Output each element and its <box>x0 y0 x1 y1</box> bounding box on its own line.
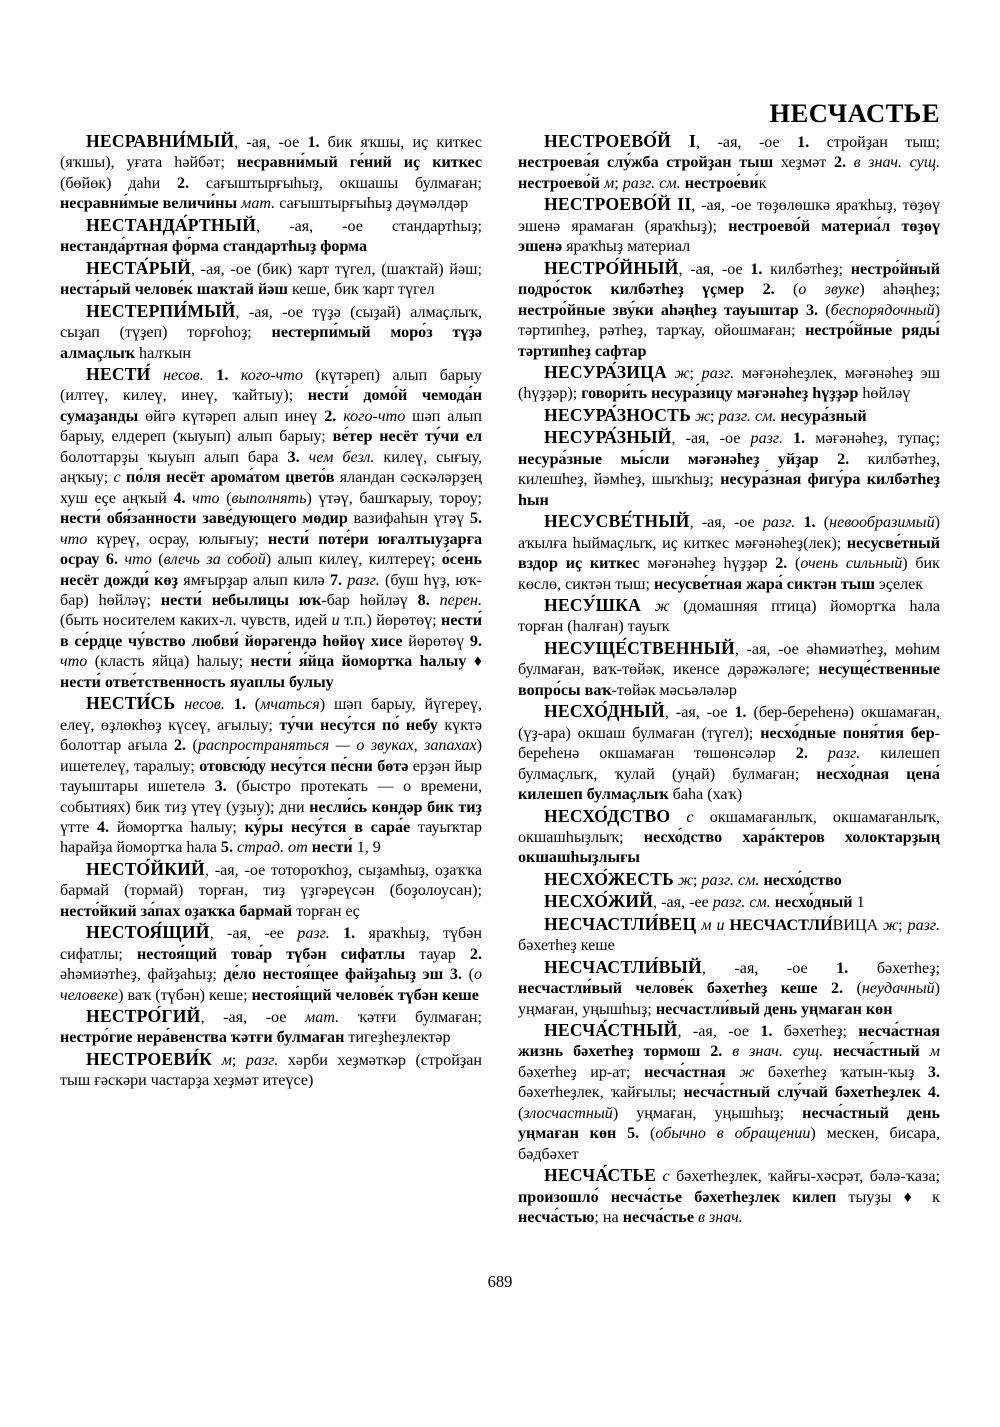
headword: НЕСУРА́ЗНЫЙ <box>544 427 672 448</box>
headword: НЕСТА́РЫЙ <box>86 257 192 278</box>
dictionary-entry: НЕСУРА́ЗНОСТЬ ж; разг. см. несура́зный <box>544 404 867 425</box>
page-number: 689 <box>487 1272 513 1291</box>
headword: НЕСТОЯ́ЩИЙ <box>86 922 210 943</box>
headword: НЕСТРО́ГИЙ <box>86 1006 201 1027</box>
dictionary-entry: НЕСТИ́ несов. 1. кого-что (күтәреп) алып барыу (илтеү, килеү, инеү, ҡайтыу); нести́ домо́й чемода́н сумаҙанды өйгә күтәреп алып инеү 2. кого-что шәп алып барыу, елдереп (ҡыуып) алып барыу; ве́тер несёт ту́чи ел болоттарҙы ҡыуып алып бара 3. чем безл. килеү, сығыу, аңҡыу; с по́ля несёт арома́том цвето́в яландан сәскәләрҙең хуш еҫе аңҡый 4. что (выполнять) үтәү, башҡарыу, тороу; нести́ обя́занности заве́дующего мөдир вазифаһын үтәү 5. что күреү, осрау, юлығыу; нести́ поте́ри юғалтыуҙарға осрау 6. что (влечь за собой) алып килеү, килтереү; о́сень несёт дожди́ көҙ ямғырҙар алып килә 7. разг. (буш һүҙ, юҡ-бар) һөйләү; нести́ небылицы юҡ-бар һөйләү 8. перен. (быть носителем каких-л. чувств, идей и т.п.) йөрөтөү; нести́ в се́рдце чу́вство любви́ йөрәгендә һөйөү хисе йөрөтөү 9. что (класть яйца) һалыу; нести́ я́йца йомортҡа һалыу ♦ нести́ отве́тственность яуаплы булыу <box>60 363 483 691</box>
dictionary-entry: НЕСЧАСТЛИ́ВЫЙ, -ая, -ое 1. бәхетһеҙ; несчастли́вый челове́к бәхетһеҙ кеше 2. (неудачный) уңмаған, уңышһыҙ; несчастли́вый день уңмаған көн <box>518 956 940 1018</box>
dictionary-entry: НЕСТАНДА́РТНЫЙ, -ая, -ое стандартһыҙ; нестанда́ртная фо́рма стандартһыҙ форма <box>60 214 482 256</box>
dictionary-entry: НЕСТРОЕВИ́К м; разг. хәрби хеҙмәткәр (стройҙан тыш ғәскәри частарҙа хеҙмәт итеүсе) <box>60 1048 482 1090</box>
headword: НЕСУСВЕ́ТНЫЙ <box>544 511 690 532</box>
headword: НЕСУЩЕ́СТВЕННЫЙ <box>544 637 735 658</box>
dictionary-entry: НЕСРАВНИ́МЫЙ, -ая, -ое 1. бик яҡшы, иҫ киткес (яҡшы), уғата һәйбәт; несравни́мый ге́ний иҫ киткес (бөйөк) даһи 2. сағыштырғыһыҙ, окшашы булмаған; несравни́мые величи́ны мат. сағыштырғыһыҙ дәүмәлдәр <box>60 131 482 213</box>
dictionary-entry: НЕСТО́ЙКИЙ, -ая, -ое тотороҡһоҙ, сыҙамһыҙ, оҙаҡҡа бармай (тормай) торған, тиҙ үҙгәреүсән (боҙолоусан); несто́йкий за́пах оҙаҡҡа бармай торған еҫ <box>60 858 482 920</box>
dictionary-entry: НЕСЧАСТЛИ́ВЕЦ м и НЕСЧАСТЛИ́ВИЦА ж; разг. бәхетһеҙ кеше <box>518 913 940 955</box>
headword: НЕСХО́ЖИЙ <box>544 891 654 912</box>
headword: НЕСУ́ШКА <box>544 594 641 615</box>
headword: НЕСЧА́СТЬЕ <box>544 1165 657 1186</box>
dictionary-entry: НЕСТРО́ЙНЫЙ, -ая, -ое 1. килбәтһеҙ; нестро́йный подро́сток килбәтһеҙ үҫмер 2. (о звуке) аһәңһеҙ; нестро́йные зву́ки аһәңһеҙ тауыштар 3. (беспорядочный) тәртипһеҙ, рәтһеҙ, тарҡау, ойошмаған; нестро́йные ряды́ тәртипһеҙ сафтар <box>518 257 940 360</box>
headword: НЕСЧАСТЛИ́ВЕЦ <box>544 913 697 934</box>
dictionary-entry: НЕСХО́ЖИЙ, -ая, -ее разг. см. несхо́дный 1 <box>544 891 865 912</box>
headword: НЕСЧАСТЛИ́ВЫЙ <box>544 956 702 977</box>
dictionary-entry: НЕСУЩЕ́СТВЕННЫЙ, -ая, -ое әһәмиәтһеҙ, мөһим булмаған, ваҡ-төйәк, икенсе дәрәжәләге; несуще́ственные вопро́сы ваҡ-төйәк мәсьәләләр <box>518 637 940 699</box>
headword: НЕСЧА́СТНЫЙ <box>544 1020 678 1041</box>
headword: НЕСТРОЕВО́Й II <box>544 194 692 215</box>
dictionary-entry: НЕСУСВЕ́ТНЫЙ, -ая, -ое разг. 1. (невообразимый) аҡылға һыймаҫлыҡ, иҫ киткес мәғәнәһеҙ(лек); несусве́тный вздор иҫ киткес мәғәнәһеҙ һүҙҙәр 2. (очень сильный) бик көслө, сиктән тыш; несусве́тная жара́ сиктән тыш эҫелек <box>518 511 940 593</box>
dictionary-entry: НЕСТЕРПИ́МЫЙ, -ая, -ое түҙә (сыҙай) алмаҫлыҡ, сыҙап (түҙеп) торғоһоҙ; нестерпи́мый моро́з түҙә алмаҫлыҡ һалҡын <box>60 300 482 362</box>
headword: НЕСТИ́СЬ <box>86 693 176 714</box>
dictionary-entry: НЕСТИ́СЬ несов. 1. (мчаться) шәп барыу, йүгереү, елеү, өҙлөкһөҙ күсеү, ағылыу; ту́чи несу́тся по́ небу күктә болоттар ағыла 2. (распространяться — о звуках, запахах) ишетелеү, таралыу; отовсю́ду несу́тся пе́сни бөтә ерҙән йыр тауыштары ишетелә 3. (быстро протекать — о времени, событиях) бик тиҙ үтеү (уҙыу); дни несли́сь көндәр бик тиҙ үтте 4. йомортҡа һалыу; ку́ры несу́тся в сара́е тауыҡтар һарайҙа йомортҡа һала 5. страд. от нести́ 1, 9 <box>60 693 483 857</box>
headword: НЕСХО́ЖЕСТЬ <box>544 868 674 889</box>
headword: НЕСТИ́ <box>86 363 151 384</box>
headword: НЕСТРОЕВО́Й I <box>544 131 697 151</box>
headword: НЕСТРОЕВИ́К <box>86 1048 213 1069</box>
dictionary-entry: НЕСТРОЕВО́Й I, -ая, -ое 1. стройҙан тыш; нестроева́я слу́жба стройҙан тыш хеҙмәт 2. в знач. сущ. нестроево́й м; разг. см. нестрое́ви́к <box>518 131 941 192</box>
dictionary-entry: НЕСЧА́СТНЫЙ, -ая, -ое 1. бәхетһеҙ; несча́стная жизнь бәхетһеҙ тормош 2. в знач. сущ. несча́стный м бәхетһеҙ ир-ат; несча́стная ж бәхетһеҙ ҡатын-ҡыҙ 3. бәхетһеҙлек, ҡайғылы; несча́стный слу́чай бәхетһеҙлек 4. (злосчастный) уңмаған, уңышһыҙ; несча́стный день уңмаған көн 5. (обычно в обращении) мескен, бисара, бәдбәхет <box>518 1020 941 1163</box>
right-column <box>518 131 940 1229</box>
dictionary-entry: НЕСУ́ШКА ж (домашняя птица) йомортҡа һала торған (һалған) тауыҡ <box>518 594 940 636</box>
dictionary-entry: НЕСЧА́СТЬЕ с бәхетһеҙлек, ҡайғы-хәсрәт, бәлә-ҡаза; произошло́ несча́стье бәхетһеҙлек килеп тыуҙы ♦ к несча́стью; на несча́стье в знач. <box>518 1165 940 1227</box>
headword: НЕСУРА́ЗНОСТЬ <box>544 404 691 425</box>
dictionary-entry: НЕСУРА́ЗИЦА ж; разг. мәғәнәһеҙлек, мәғәнәһеҙ эш (һүҙҙәр); говори́ть несура́зицу мәғәнәһеҙ һүҙҙәр һөйләү <box>518 361 940 403</box>
headword: НЕСРАВНИ́МЫЙ <box>86 131 235 151</box>
page-columns <box>60 131 940 1229</box>
headword: НЕСТЕРПИ́МЫЙ <box>86 300 236 321</box>
left-column <box>60 131 482 1229</box>
dictionary-entry: НЕСХО́ДСТВО с окшамағанлыҡ, окшамағанлыҡ, окшашһыҙлыҡ; несхо́дство хара́ктеров холоктарҙың окшашһыҙлығы <box>518 805 941 867</box>
headword: НЕСТО́ЙКИЙ <box>86 858 205 879</box>
headword: НЕСХО́ДНЫЙ <box>544 701 665 722</box>
dictionary-entry: НЕСТРО́ГИЙ, -ая, -ое мат. ҡәтғи булмаған; нестро́гие нера́венства ҡәтғи булмаған тигеҙһеҙлектәр <box>60 1006 482 1047</box>
dictionary-entry: НЕСТРОЕВО́Й II, -ая, -ое төҙөлөшкә яраҡһыҙ, төҙөү эшенә ярамаған (яраҡһыҙ); нестроево́й материа́л төҙөү эшенә яраҡһыҙ материал <box>518 194 940 256</box>
headword: НЕСУРА́ЗИЦА <box>544 361 667 382</box>
running-head: НЕСЧАСТЬЕ <box>769 98 940 128</box>
phraseology-marker: ♦ <box>473 653 483 671</box>
dictionary-entry: НЕСХО́ДНЫЙ, -ая, -ое 1. (бер-береһенә) окшамаған, (үҙ-ара) окшаш булмаған (түгел); несхо́дные поня́тия бер-береһенә окшамаған төшөнсәләр 2. разг. килешеп булмаҫлыҡ, ҡулай (уңай) булмаған; несхо́дная цена́ килешеп булмаҫлыҡ баһа (хаҡ) <box>518 701 940 804</box>
dictionary-entry: НЕСУРА́ЗНЫЙ, -ая, -ое разг. 1. мәғәнәһеҙ, тупаҫ; несура́зные мы́сли мәғәнәһеҙ уйҙар 2. килбәтһеҙ, килешһеҙ, йәмһеҙ, шыҡһыҙ; несура́зная фигу́ра килбәтһеҙ һын <box>518 427 941 509</box>
phraseology-marker: ♦ <box>903 1188 921 1206</box>
dictionary-entry: НЕСХО́ЖЕСТЬ ж; разг. см. несхо́дство <box>544 868 842 889</box>
headword: НЕСХО́ДСТВО <box>544 805 671 826</box>
headword: НЕСТРО́ЙНЫЙ <box>544 257 679 278</box>
headword: НЕСТАНДА́РТНЫЙ <box>86 214 257 235</box>
dictionary-entry: НЕСТА́РЫЙ, -ая, -ое (бик) ҡарт түгел, (шаҡтай) йәш; неста́рый челове́к шаҡтай йәш кеше, бик ҡарт түгел <box>60 257 482 299</box>
dictionary-entry: НЕСТОЯ́ЩИЙ, -ая, -ее разг. 1. яраҡһыҙ, түбән сифатлы; нестоя́щий това́р түбән сифатлы тауар 2. әһәмиәтһеҙ, файҙаһыҙ; де́ло нестоя́щее файҙаһыҙ эш 3. (о человеке) ваҡ (түбән) кеше; нестоя́щий челове́к түбән кеше <box>60 922 483 1004</box>
